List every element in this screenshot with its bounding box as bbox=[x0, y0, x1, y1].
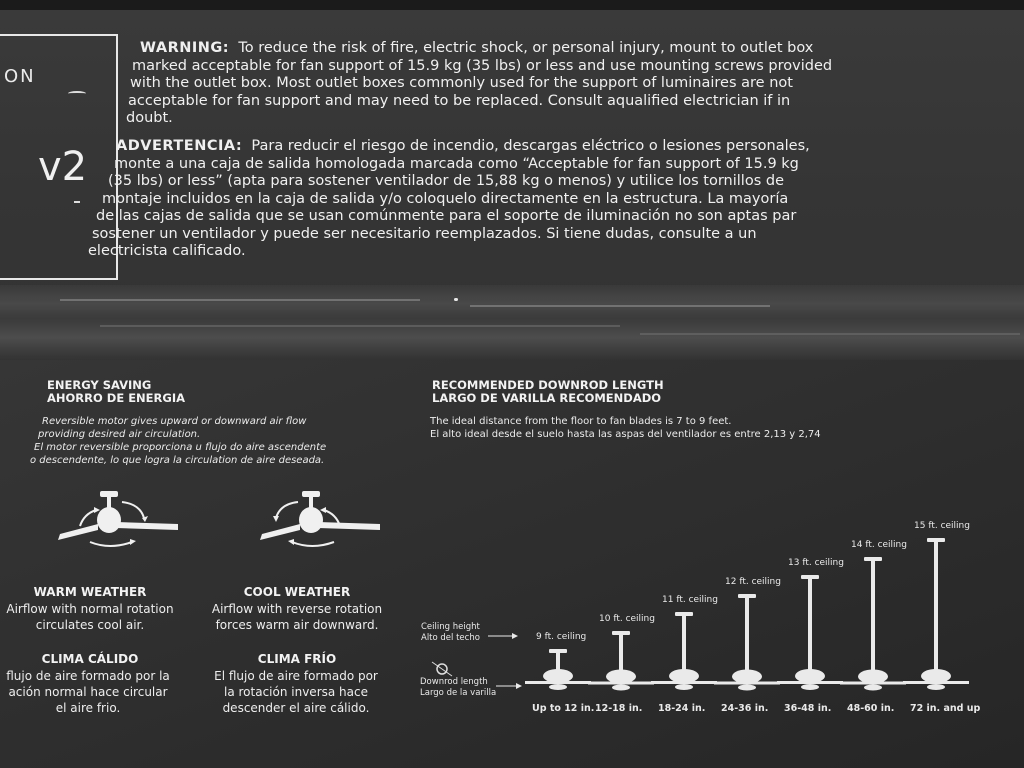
energy-title-en: ENERGY SAVING bbox=[47, 378, 152, 392]
downrod-desc-line: The ideal distance from the floor to fan blades is 7 to 9 feet. bbox=[430, 416, 732, 427]
advertencia-label: ADVERTENCIA: bbox=[116, 138, 243, 154]
warm-es-line: flujo de aire formado por la bbox=[6, 669, 170, 683]
fan-diagram-icon bbox=[712, 594, 782, 697]
energy-desc-line: providing desired air circulation. bbox=[38, 429, 201, 440]
clima-frio-text bbox=[186, 668, 406, 716]
warm-weather-text bbox=[0, 601, 190, 633]
warning-label: WARNING: bbox=[140, 40, 230, 56]
warning-line: marked acceptable for fan support of 15.9 kg (35 lbs) or less and use mounting screws provided bbox=[132, 57, 833, 74]
ceiling-height-label-15: 15 ft. ceiling bbox=[914, 521, 970, 531]
small-fan-icon bbox=[430, 658, 454, 680]
downrod-range-label: 48-60 in. bbox=[847, 703, 895, 714]
warm-text-line: circulates cool air. bbox=[35, 618, 145, 632]
warm-weather-title: WARM WEATHER bbox=[33, 585, 147, 599]
warm-es-line: ación normal hace circular bbox=[8, 685, 168, 699]
ceiling-height-label bbox=[421, 622, 480, 644]
cool-es-line: descender el aire cálido. bbox=[222, 701, 370, 715]
downrod-length-label bbox=[420, 677, 496, 699]
downrod-desc-line: El alto ideal desde el suelo hasta las aspas del ventilador es entre 2,13 y 2,74 bbox=[430, 429, 821, 440]
brand-logo-text: ON bbox=[4, 66, 36, 87]
advertencia-line: de las cajas de salida que se usan comúnmente para el soporte de iluminación no son aptas par bbox=[96, 208, 797, 224]
advertencia-paragraph bbox=[88, 138, 1016, 261]
fan-diagram-icon bbox=[775, 575, 845, 696]
warning-line: acceptable for fan support and may need to be replaced. Consult aqualified electrician if in bbox=[128, 92, 791, 109]
energy-saving-title bbox=[47, 379, 185, 405]
energy-desc-line: Reversible motor gives upward or downward air flow bbox=[42, 416, 307, 427]
energy-desc-line: o descendente, lo que logra la circulation de aire deseada. bbox=[30, 455, 325, 466]
cool-text-line: forces warm air downward. bbox=[215, 618, 379, 632]
ceiling-height-label-10: 10 ft. ceiling bbox=[599, 613, 655, 624]
downrod-range-label: 18-24 in. bbox=[658, 703, 706, 714]
fan-diagram-icon bbox=[586, 631, 656, 697]
ceiling-height-label-13: 13 ft. ceiling bbox=[788, 558, 844, 568]
warning-line: To reduce the risk of fire, electric shock, or personal injury, mount to outlet box bbox=[238, 40, 814, 56]
warm-text-line: Airflow with normal rotation bbox=[6, 602, 174, 616]
logo-mark bbox=[74, 201, 80, 203]
clima-calido-title: CLIMA CÁLIDO bbox=[41, 652, 139, 666]
advertencia-line: (35 lbs) or less” (apta para sostener ventilador de 15,88 kg o menos) y utilice los tornillos de bbox=[108, 173, 784, 189]
clima-frio-title: CLIMA FRÍO bbox=[257, 652, 337, 666]
energy-description bbox=[30, 415, 420, 467]
cool-text-line: Airflow with reverse rotation bbox=[211, 602, 383, 616]
fan-diagram-icon bbox=[523, 649, 593, 696]
warning-line: doubt. bbox=[126, 110, 173, 126]
downrod-range-label: Up to 12 in. bbox=[532, 703, 595, 714]
ceiling-height-label-12: 12 ft. ceiling bbox=[725, 576, 781, 587]
fan-diagram-icon bbox=[901, 538, 971, 696]
downrod-arrow-icon bbox=[496, 682, 522, 690]
brand-logo-mark bbox=[68, 91, 86, 96]
fan-diagram-icon bbox=[649, 612, 719, 696]
fan-clockwise-icon bbox=[50, 488, 180, 550]
energy-title-es: AHORRO DE ENERGIA bbox=[47, 391, 186, 405]
speck bbox=[454, 298, 458, 301]
energy-desc-line: El motor reversible proporciona u flujo do aire ascendente bbox=[34, 442, 327, 453]
ceiling-height-label-14: 14 ft. ceiling bbox=[851, 539, 907, 550]
cool-es-line: El flujo de aire formado por bbox=[214, 669, 378, 683]
warning-paragraph bbox=[126, 40, 1000, 128]
downrod-length-es: Largo de la varilla bbox=[420, 688, 497, 698]
advertencia-line: sostener un ventilador y puede ser necesitario reemplazados. Si tiene dudas, consulte a un bbox=[92, 225, 757, 242]
ceiling-height-en: Ceiling height bbox=[421, 622, 480, 632]
downrod-range-label: 36-48 in. bbox=[784, 703, 832, 714]
warm-es-line: el aire frio. bbox=[55, 701, 121, 715]
tape-glare bbox=[60, 299, 420, 301]
downrod-title-es: LARGO DE VARILLA RECOMENDADO bbox=[432, 391, 662, 405]
tape-glare bbox=[470, 305, 770, 307]
tape-glare bbox=[640, 333, 1020, 335]
ceiling-arrow-icon bbox=[488, 632, 518, 640]
downrod-range-label: 72 in. and up bbox=[910, 703, 981, 714]
cool-es-line: la rotación inversa hace bbox=[224, 685, 368, 699]
cool-weather-title: COOL WEATHER bbox=[243, 585, 351, 599]
clima-calido-text bbox=[0, 668, 190, 716]
advertencia-line: Para reducir el riesgo de incendio, descargas eléctrico o lesiones personales, bbox=[251, 138, 810, 154]
downrod-title bbox=[432, 379, 664, 405]
packing-tape bbox=[0, 285, 1024, 360]
downrod-range-label: 24-36 in. bbox=[721, 703, 769, 714]
advertencia-line: electricista calificado. bbox=[88, 243, 246, 259]
ceiling-height-label-11: 11 ft. ceiling bbox=[662, 595, 718, 605]
downrod-description bbox=[430, 415, 990, 441]
downrod-range-label: 12-18 in. bbox=[595, 703, 643, 714]
ceiling-height-es: Alto del techo bbox=[421, 633, 480, 643]
ceiling-height-label-9: 9 ft. ceiling bbox=[536, 632, 587, 642]
fan-counterclockwise-icon bbox=[252, 488, 382, 550]
tape-glare bbox=[100, 325, 620, 327]
advertencia-line: monte a una caja de salida homologada marcada como “Acceptable for fan support of 15.9 kg bbox=[114, 155, 799, 172]
cool-weather-text bbox=[192, 601, 402, 633]
downrod-title-en: RECOMMENDED DOWNROD LENGTH bbox=[432, 378, 664, 392]
model-name: v2 bbox=[38, 144, 88, 190]
advertencia-line: montaje incluidos en la caja de salida y/o coloquelo directamente en la estructura. La mayoría bbox=[102, 190, 789, 207]
warning-line: with the outlet box. Most outlet boxes commonly used for the support of luminaires are not bbox=[130, 75, 793, 91]
downrod-length-en: Downrod length bbox=[420, 677, 488, 687]
fan-diagram-icon bbox=[838, 557, 908, 697]
